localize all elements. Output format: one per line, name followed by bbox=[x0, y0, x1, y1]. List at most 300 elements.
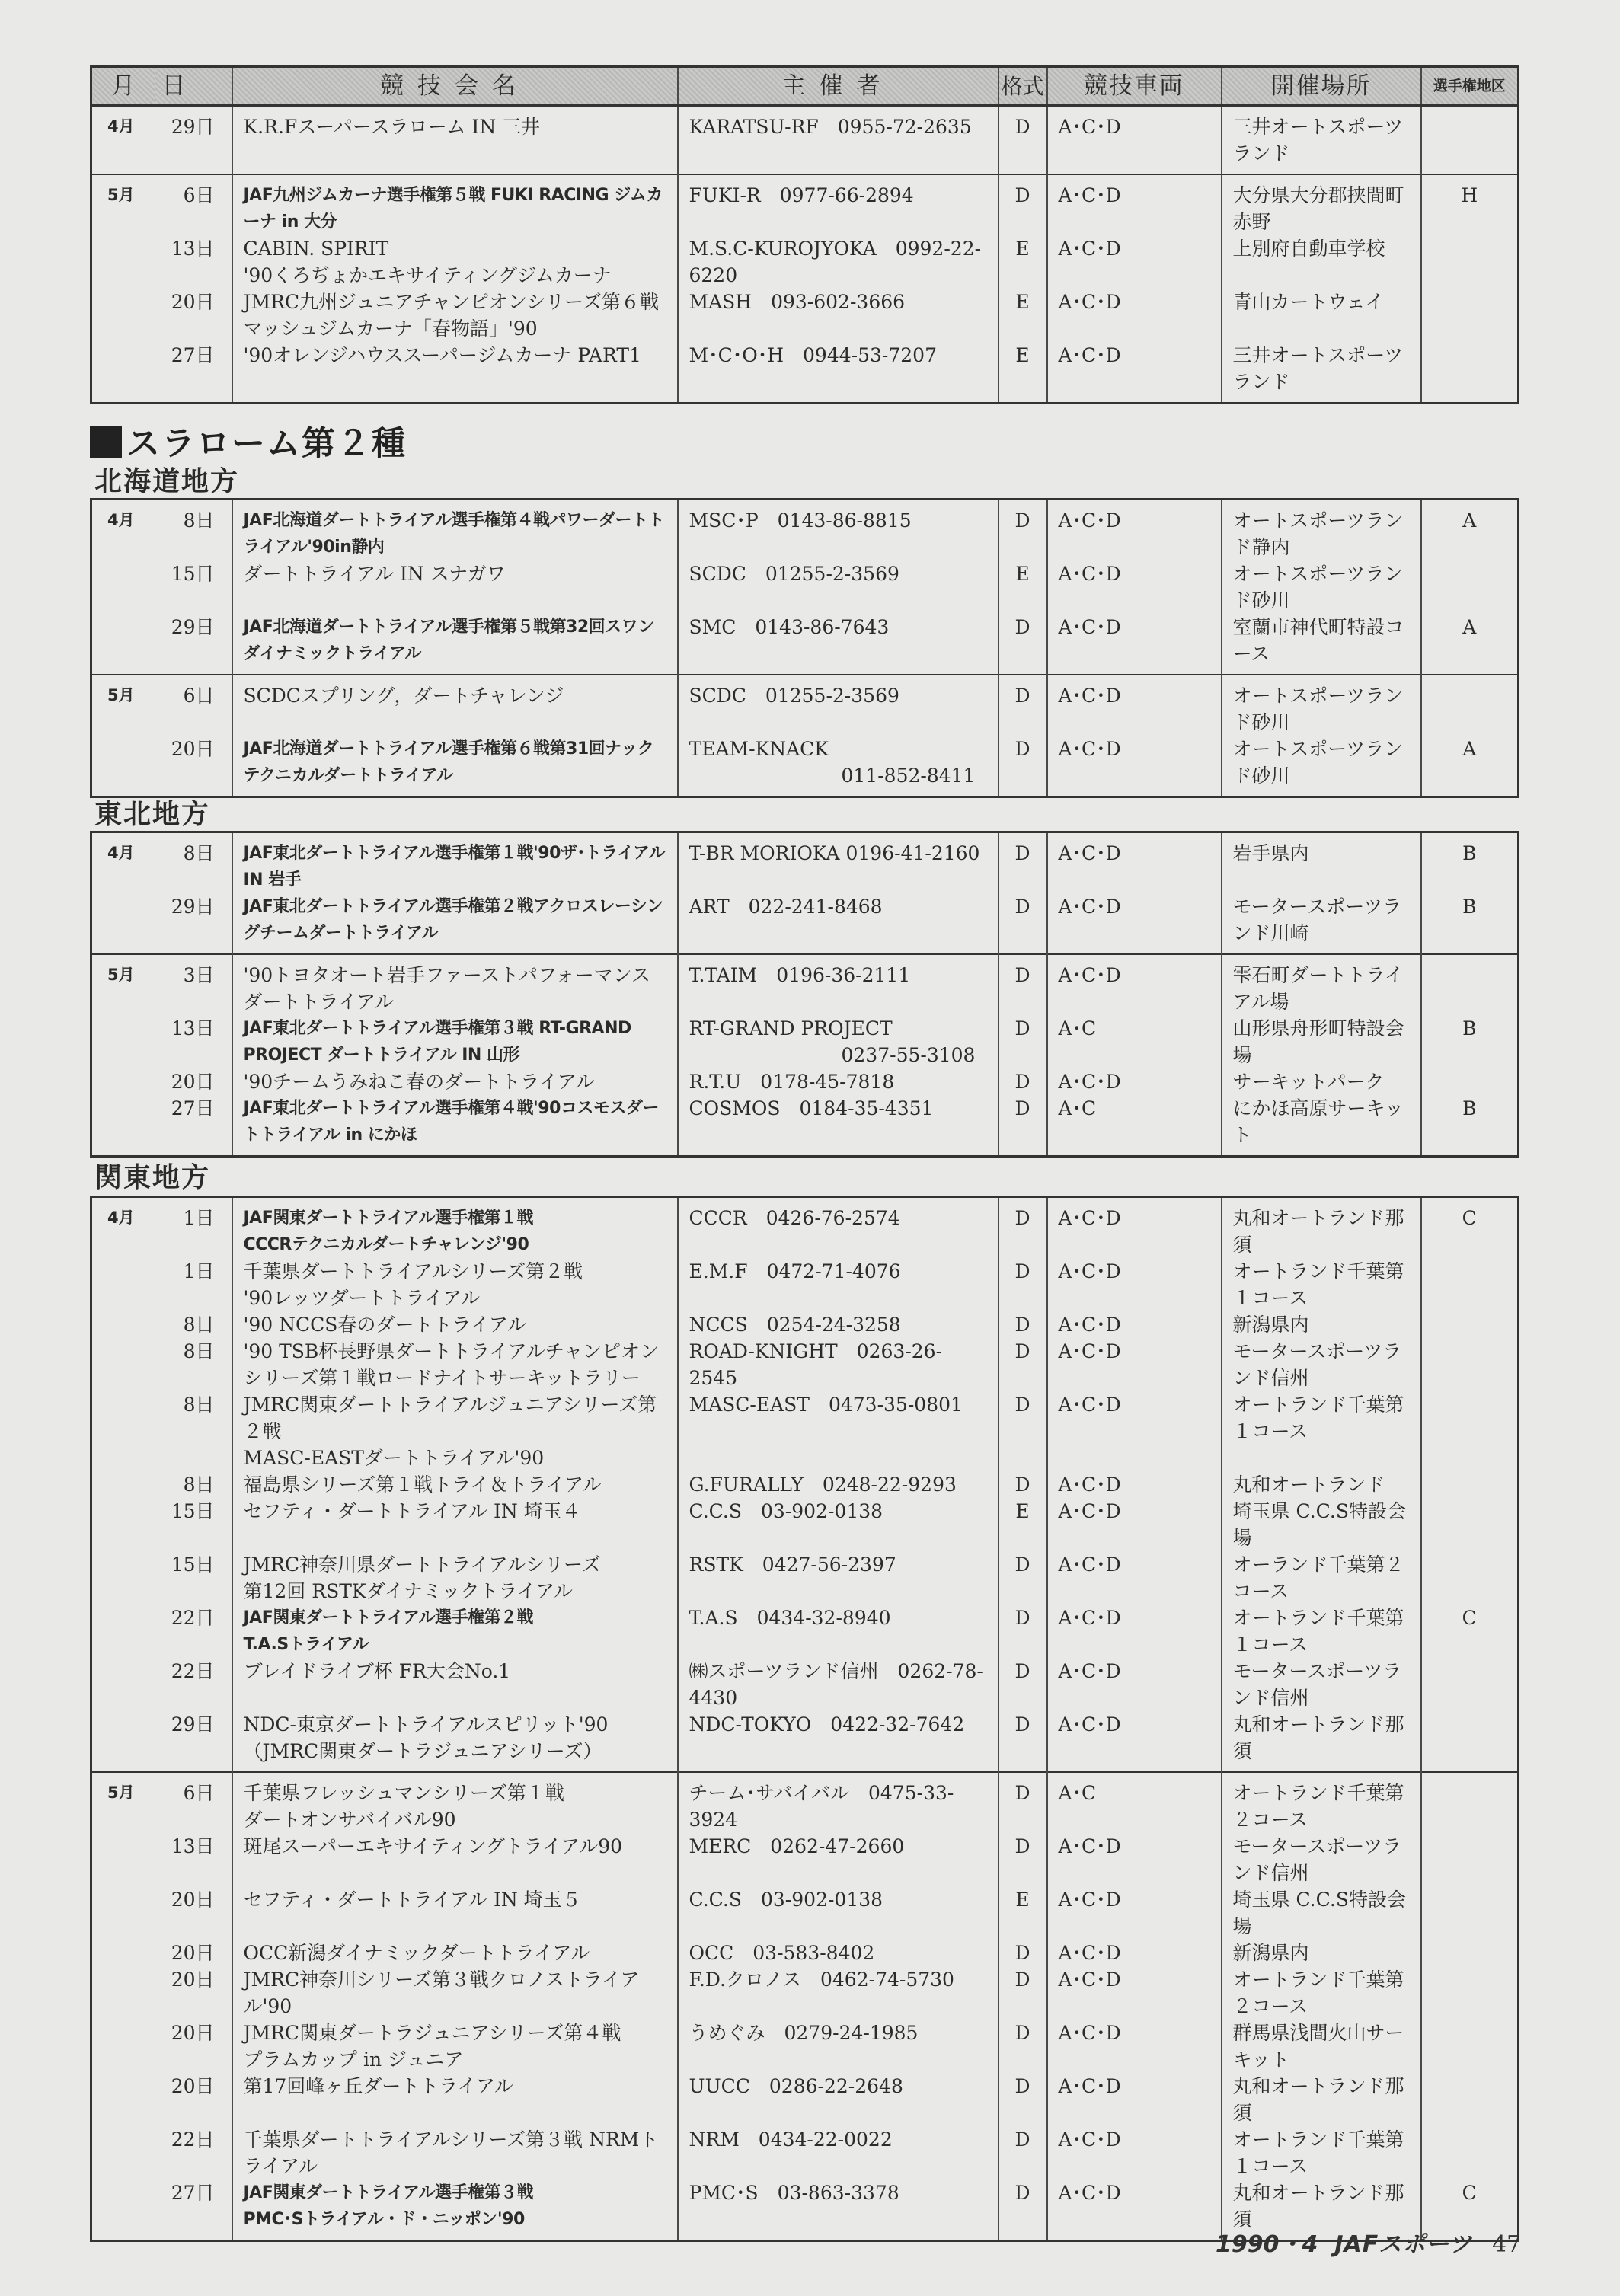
organizer-cell: SMC 0143-86-7643 bbox=[678, 614, 999, 675]
championship-cell bbox=[1421, 560, 1519, 614]
event-name-cell: K.R.Fスーパースラローム IN 三井 bbox=[232, 106, 678, 175]
organizer-cell: チーム･サバイバル 0475-33-3924 bbox=[678, 1772, 999, 1833]
vehicle-cell: A･C･D bbox=[1047, 1068, 1222, 1095]
organizer-cell: MSC･P 0143-86-8815 bbox=[678, 500, 999, 561]
organizer-cell: ROAD-KNIGHT 0263-26-2545 bbox=[678, 1338, 999, 1391]
vehicle-cell: A･C･D bbox=[1047, 2073, 1222, 2126]
schedule-table bbox=[90, 831, 1519, 1158]
championship-cell bbox=[1421, 106, 1519, 175]
vehicle-cell: A･C･D bbox=[1047, 675, 1222, 736]
event-name-cell: JAF関東ダートトライアル選手権第１戦 CCCRテクニカルダートチャレンジ'90 bbox=[232, 1197, 678, 1259]
table-row bbox=[91, 2020, 1519, 2073]
table-row bbox=[91, 289, 1519, 342]
venue-cell: オートランド千葉第２コース bbox=[1222, 1772, 1421, 1833]
championship-cell bbox=[1421, 1068, 1519, 1095]
venue-cell: 岩手県内 bbox=[1222, 832, 1421, 894]
day-cell: 13日 bbox=[171, 238, 215, 260]
day-cell: 15日 bbox=[171, 1554, 215, 1576]
event-name-cell: SCDCスプリング，ダートチャレンジ bbox=[232, 675, 678, 736]
day-cell: 29日 bbox=[171, 616, 215, 638]
event-name-cell: 第17回峰ヶ丘ダートトライアル bbox=[232, 2073, 678, 2126]
event-name-cell: JMRC九州ジュニアチャンピオンシリーズ第６戦マッシュジムカーナ「春物語」'90 bbox=[232, 289, 678, 342]
format-cell: D bbox=[999, 1833, 1047, 1886]
event-name-cell: JAF東北ダートトライアル選手権第３戦 RT-GRAND PROJECT ダートトライアル IN 山形 bbox=[232, 1015, 678, 1068]
table-row bbox=[91, 1311, 1519, 1338]
championship-cell bbox=[1421, 2073, 1519, 2126]
day-cell: 3日 bbox=[155, 954, 232, 1015]
schedule-block-kyushu bbox=[90, 65, 1517, 404]
day-cell: 20日 bbox=[171, 2075, 215, 2097]
event-name-cell: JAF東北ダートトライアル選手権第１戦'90ザ･トライアル IN 岩手 bbox=[232, 832, 678, 894]
venue-cell: オートランド千葉第１コース bbox=[1222, 1605, 1421, 1658]
venue-cell: 丸和オートランド那須 bbox=[1222, 1711, 1421, 1772]
venue-cell: 新潟県内 bbox=[1222, 1940, 1421, 1966]
month-cell bbox=[91, 1338, 155, 1391]
format-cell: D bbox=[999, 1197, 1047, 1259]
championship-cell: B bbox=[1421, 1015, 1519, 1068]
event-name-cell: '90 NCCS春のダートトライアル bbox=[232, 1311, 678, 1338]
organizer-cell: TEAM-KNACK 011-852-8411 bbox=[678, 736, 999, 797]
format-cell: D bbox=[999, 1258, 1047, 1311]
table-row bbox=[91, 2073, 1519, 2126]
month-cell: 4月 bbox=[107, 844, 135, 862]
table-row bbox=[91, 342, 1519, 404]
header-championship: 選手権地区 bbox=[1421, 67, 1519, 106]
organizer-cell: KARATSU-RF 0955-72-2635 bbox=[678, 106, 999, 175]
organizer-cell: COSMOS 0184-35-4351 bbox=[678, 1095, 999, 1157]
day-cell: 20日 bbox=[171, 1889, 215, 1911]
day-cell: 22日 bbox=[171, 1660, 215, 1682]
championship-cell: A bbox=[1421, 614, 1519, 675]
table-row bbox=[91, 1772, 1519, 1833]
event-name-cell: JAF関東ダートトライアル選手権第３戦 PMC･Sトライアル・ド・ニッポン'90 bbox=[232, 2179, 678, 2241]
day-cell: 20日 bbox=[171, 1969, 215, 1991]
organizer-cell: CCCR 0426-76-2574 bbox=[678, 1197, 999, 1259]
venue-cell: 埼玉県 C.C.S特設会場 bbox=[1222, 1498, 1421, 1551]
vehicle-cell: A･C･D bbox=[1047, 1966, 1222, 2020]
vehicle-cell: A･C･D bbox=[1047, 893, 1222, 954]
championship-cell bbox=[1421, 954, 1519, 1015]
section-title: スラローム第２種 bbox=[90, 416, 407, 465]
month-cell bbox=[91, 2179, 155, 2241]
event-name-cell: 斑尾スーパーエキサイティングトライアル90 bbox=[232, 1833, 678, 1886]
venue-cell: 山形県舟形町特設会場 bbox=[1222, 1015, 1421, 1068]
vehicle-cell: A･C･D bbox=[1047, 614, 1222, 675]
organizer-cell: T-BR MORIOKA 0196-41-2160 bbox=[678, 832, 999, 894]
vehicle-cell: A･C･D bbox=[1047, 342, 1222, 404]
table-row bbox=[91, 736, 1519, 797]
table-row bbox=[91, 1471, 1519, 1498]
table-row bbox=[91, 1940, 1519, 1966]
format-cell: D bbox=[999, 1311, 1047, 1338]
table-row bbox=[91, 235, 1519, 289]
month-cell: 4月 bbox=[107, 117, 135, 136]
organizer-cell: G.FURALLY 0248-22-9293 bbox=[678, 1471, 999, 1498]
championship-cell bbox=[1421, 235, 1519, 289]
organizer-cell: FUKI-R 0977-66-2894 bbox=[678, 174, 999, 235]
organizer-cell: UUCC 0286-22-2648 bbox=[678, 2073, 999, 2126]
championship-cell bbox=[1421, 1966, 1519, 2020]
organizer-cell: RSTK 0427-56-2397 bbox=[678, 1551, 999, 1605]
organizer-cell: T.A.S 0434-32-8940 bbox=[678, 1605, 999, 1658]
vehicle-cell: A･C･D bbox=[1047, 1940, 1222, 1966]
table-row bbox=[91, 1966, 1519, 2020]
event-name-cell: OCC新潟ダイナミックダートトライアル bbox=[232, 1940, 678, 1966]
month-cell bbox=[91, 235, 155, 289]
vehicle-cell: A･C･D bbox=[1047, 1658, 1222, 1711]
organizer-cell: T.TAIM 0196-36-2111 bbox=[678, 954, 999, 1015]
schedule-table bbox=[90, 65, 1519, 404]
organizer-cell: R.T.U 0178-45-7818 bbox=[678, 1068, 999, 1095]
format-cell: D bbox=[999, 1338, 1047, 1391]
event-name-cell: JMRC関東ダートラジュニアシリーズ第４戦 プラムカップ in ジュニア bbox=[232, 2020, 678, 2073]
vehicle-cell: A･C･D bbox=[1047, 1551, 1222, 1605]
day-cell: 22日 bbox=[171, 1607, 215, 1629]
format-cell: D bbox=[999, 1940, 1047, 1966]
event-name-cell: ブレイドライブ杯 FR大会No.1 bbox=[232, 1658, 678, 1711]
event-name-cell: ダートトライアル IN スナガワ bbox=[232, 560, 678, 614]
month-cell bbox=[91, 1940, 155, 1966]
vehicle-cell: A･C･D bbox=[1047, 1311, 1222, 1338]
vehicle-cell: A･C･D bbox=[1047, 1498, 1222, 1551]
championship-cell: B bbox=[1421, 1095, 1519, 1157]
month-cell bbox=[91, 560, 155, 614]
month-cell bbox=[91, 2126, 155, 2179]
table-row bbox=[91, 1605, 1519, 1658]
championship-cell bbox=[1421, 1940, 1519, 1966]
championship-cell bbox=[1421, 1658, 1519, 1711]
day-cell: 6日 bbox=[155, 1772, 232, 1833]
month-cell: 5月 bbox=[91, 954, 155, 1015]
venue-cell: にかほ高原サーキット bbox=[1222, 1095, 1421, 1157]
championship-cell bbox=[1421, 1258, 1519, 1311]
day-cell: 8日 bbox=[183, 1314, 215, 1336]
day-cell: 20日 bbox=[171, 2022, 215, 2044]
event-name-cell: JAF北海道ダートトライアル選手権第５戦第32回スワンダイナミックトライアル bbox=[232, 614, 678, 675]
event-name-cell: '90トヨタオート岩手ファーストパフォーマンスダートトライアル bbox=[232, 954, 678, 1015]
vehicle-cell: A･C･D bbox=[1047, 1886, 1222, 1940]
schedule-table bbox=[90, 1196, 1519, 2242]
format-cell: E bbox=[999, 289, 1047, 342]
table-row bbox=[91, 1095, 1519, 1157]
day-cell: 20日 bbox=[171, 1942, 215, 1964]
event-name-cell: JAF北海道ダートトライアル選手権第６戦第31回ナックテクニカルダートトライアル bbox=[232, 736, 678, 797]
venue-cell: オートランド千葉第２コース bbox=[1222, 1966, 1421, 2020]
schedule-table bbox=[90, 498, 1519, 798]
schedule-block-tohoku bbox=[90, 831, 1517, 1158]
format-cell: D bbox=[999, 500, 1047, 561]
championship-cell: B bbox=[1421, 893, 1519, 954]
championship-cell bbox=[1421, 1391, 1519, 1471]
schedule-block-kanto bbox=[90, 1196, 1517, 2242]
table-row bbox=[91, 2126, 1519, 2179]
format-cell: D bbox=[999, 106, 1047, 175]
table-row bbox=[91, 1711, 1519, 1772]
championship-cell bbox=[1421, 1833, 1519, 1886]
format-cell: D bbox=[999, 1551, 1047, 1605]
venue-cell: オートスポーツランド砂川 bbox=[1222, 560, 1421, 614]
format-cell: D bbox=[999, 1605, 1047, 1658]
header-month: 月 bbox=[91, 67, 155, 106]
organizer-cell: MASC-EAST 0473-35-0801 bbox=[678, 1391, 999, 1471]
organizer-cell: PMC･S 03-863-3378 bbox=[678, 2179, 999, 2241]
table-row bbox=[91, 1886, 1519, 1940]
day-cell: 27日 bbox=[171, 1097, 215, 1119]
month-cell bbox=[91, 1658, 155, 1711]
venue-cell: 三井オートスポーツランド bbox=[1222, 342, 1421, 404]
venue-cell: オートランド千葉第１コース bbox=[1222, 2126, 1421, 2179]
organizer-cell: C.C.S 03-902-0138 bbox=[678, 1886, 999, 1940]
page-number: 47 bbox=[1492, 2231, 1522, 2258]
venue-cell: オートスポーツランド砂川 bbox=[1222, 736, 1421, 797]
venue-cell: サーキットパーク bbox=[1222, 1068, 1421, 1095]
organizer-cell: C.C.S 03-902-0138 bbox=[678, 1498, 999, 1551]
organizer-cell: SCDC 01255-2-3569 bbox=[678, 560, 999, 614]
venue-cell: 丸和オートランド那須 bbox=[1222, 2179, 1421, 2241]
venue-cell: モータースポーツランド信州 bbox=[1222, 1658, 1421, 1711]
magazine-logo: JAFスポーツ bbox=[1334, 2231, 1473, 2258]
vehicle-cell: A･C･D bbox=[1047, 736, 1222, 797]
day-cell: 29日 bbox=[171, 1713, 215, 1736]
event-name-cell: 千葉県フレッシュマンシリーズ第１戦 ダートオンサバイバル90 bbox=[232, 1772, 678, 1833]
month-cell bbox=[91, 1095, 155, 1157]
organizer-cell: M･C･O･H 0944-53-7207 bbox=[678, 342, 999, 404]
header-event-name: 競技会名 bbox=[232, 67, 678, 106]
championship-cell: A bbox=[1421, 736, 1519, 797]
format-cell: D bbox=[999, 2126, 1047, 2179]
vehicle-cell: A･C･D bbox=[1047, 1197, 1222, 1259]
championship-cell bbox=[1421, 1772, 1519, 1833]
format-cell: D bbox=[999, 614, 1047, 675]
organizer-cell: E.M.F 0472-71-4076 bbox=[678, 1258, 999, 1311]
format-cell: D bbox=[999, 2179, 1047, 2241]
vehicle-cell: A･C･D bbox=[1047, 560, 1222, 614]
table-row bbox=[91, 1658, 1519, 1711]
issue-date: 1990・4 bbox=[1216, 2231, 1318, 2258]
month-cell bbox=[91, 1886, 155, 1940]
format-cell: D bbox=[999, 1711, 1047, 1772]
event-name-cell: JMRC神奈川県ダートトライアルシリーズ 第12回 RSTKダイナミックトライアル bbox=[232, 1551, 678, 1605]
vehicle-cell: A･C･D bbox=[1047, 1391, 1222, 1471]
venue-cell: 上別府自動車学校 bbox=[1222, 235, 1421, 289]
organizer-cell: F.D.クロノス 0462-74-5730 bbox=[678, 1966, 999, 2020]
championship-cell bbox=[1421, 1471, 1519, 1498]
venue-cell: 室蘭市神代町特設コース bbox=[1222, 614, 1421, 675]
month-cell bbox=[91, 1966, 155, 2020]
vehicle-cell: A･C･D bbox=[1047, 500, 1222, 561]
event-name-cell: JAF関東ダートトライアル選手権第２戦 T.A.Sトライアル bbox=[232, 1605, 678, 1658]
venue-cell: 新潟県内 bbox=[1222, 1311, 1421, 1338]
table-row bbox=[91, 1015, 1519, 1068]
month-cell: 5月 bbox=[91, 174, 155, 235]
day-cell: 29日 bbox=[171, 896, 215, 918]
championship-cell bbox=[1421, 2126, 1519, 2179]
format-cell: D bbox=[999, 1095, 1047, 1157]
vehicle-cell: A･C･D bbox=[1047, 2126, 1222, 2179]
vehicle-cell: A･C･D bbox=[1047, 1711, 1222, 1772]
month-cell bbox=[91, 342, 155, 404]
venue-cell: 青山カートウェイ bbox=[1222, 289, 1421, 342]
format-cell: D bbox=[999, 2020, 1047, 2073]
format-cell: D bbox=[999, 2073, 1047, 2126]
format-cell: D bbox=[999, 1658, 1047, 1711]
table-row bbox=[91, 832, 1519, 894]
month-cell: 4月 bbox=[107, 1209, 135, 1227]
event-name-cell: '90オレンジハウススーパージムカーナ PART1 bbox=[232, 342, 678, 404]
table-row bbox=[91, 106, 1519, 175]
day-cell: 15日 bbox=[171, 563, 215, 585]
month-cell bbox=[91, 289, 155, 342]
event-name-cell: CABIN. SPIRIT '90くろぢょかエキサイティングジムカーナ bbox=[232, 235, 678, 289]
championship-cell: A bbox=[1421, 500, 1519, 561]
month-cell bbox=[91, 1551, 155, 1605]
vehicle-cell: A･C･D bbox=[1047, 174, 1222, 235]
venue-cell: オートランド千葉第１コース bbox=[1222, 1391, 1421, 1471]
championship-cell: C bbox=[1421, 1605, 1519, 1658]
vehicle-cell: A･C･D bbox=[1047, 106, 1222, 175]
table-row bbox=[91, 1391, 1519, 1471]
format-cell: D bbox=[999, 1391, 1047, 1471]
region-title-hokkaido: 北海道地方 bbox=[94, 466, 240, 497]
month-cell bbox=[91, 1015, 155, 1068]
header-vehicle: 競技車両 bbox=[1047, 67, 1222, 106]
vehicle-cell: A･C･D bbox=[1047, 1605, 1222, 1658]
month-cell bbox=[91, 1605, 155, 1658]
table-row bbox=[91, 1833, 1519, 1886]
event-name-cell: JMRC神奈川シリーズ第３戦クロノストライアル'90 bbox=[232, 1966, 678, 2020]
day-cell: 29日 bbox=[171, 116, 215, 138]
day-cell: 20日 bbox=[171, 738, 215, 760]
table-row bbox=[91, 500, 1519, 561]
championship-cell bbox=[1421, 1498, 1519, 1551]
championship-cell bbox=[1421, 675, 1519, 736]
table-row bbox=[91, 1258, 1519, 1311]
month-cell bbox=[91, 1833, 155, 1886]
table-row bbox=[91, 1498, 1519, 1551]
event-name-cell: 千葉県ダートトライアルシリーズ第３戦 NRMトライアル bbox=[232, 2126, 678, 2179]
format-cell: D bbox=[999, 954, 1047, 1015]
day-cell: 27日 bbox=[171, 344, 215, 366]
championship-cell bbox=[1421, 1551, 1519, 1605]
table-row bbox=[91, 1551, 1519, 1605]
venue-cell: 丸和オートランド bbox=[1222, 1471, 1421, 1498]
header-day: 日 bbox=[155, 67, 232, 106]
venue-cell: 雫石町ダートトライアル場 bbox=[1222, 954, 1421, 1015]
table-row bbox=[91, 893, 1519, 954]
venue-cell: オートランド千葉第１コース bbox=[1222, 1258, 1421, 1311]
organizer-cell: NRM 0434-22-0022 bbox=[678, 2126, 999, 2179]
venue-cell: 三井オートスポーツランド bbox=[1222, 106, 1421, 175]
championship-cell: H bbox=[1421, 174, 1519, 235]
table-row bbox=[91, 1338, 1519, 1391]
championship-cell: B bbox=[1421, 832, 1519, 894]
vehicle-cell: A･C bbox=[1047, 1772, 1222, 1833]
region-title-kanto: 関東地方 bbox=[94, 1162, 211, 1193]
event-name-cell: JAF九州ジムカーナ選手権第５戦 FUKI RACING ジムカーナ in 大分 bbox=[232, 174, 678, 235]
format-cell: D bbox=[999, 832, 1047, 894]
vehicle-cell: A･C･D bbox=[1047, 289, 1222, 342]
format-cell: D bbox=[999, 1772, 1047, 1833]
format-cell: E bbox=[999, 1498, 1047, 1551]
month-cell bbox=[91, 1068, 155, 1095]
table-row bbox=[91, 174, 1519, 235]
organizer-cell: M.S.C-KUROJYOKA 0992-22-6220 bbox=[678, 235, 999, 289]
day-cell: 15日 bbox=[171, 1500, 215, 1522]
format-cell: E bbox=[999, 235, 1047, 289]
event-name-cell: NDC-東京ダートトライアルスピリット'90 （JMRC関東ダートラジュニアシリーズ） bbox=[232, 1711, 678, 1772]
page-footer bbox=[1216, 2225, 1521, 2259]
month-cell: 5月 bbox=[91, 675, 155, 736]
day-cell: 8日 bbox=[183, 1340, 215, 1362]
organizer-cell: ART 022-241-8468 bbox=[678, 893, 999, 954]
venue-cell: 群馬県浅間火山サーキット bbox=[1222, 2020, 1421, 2073]
table-row bbox=[91, 675, 1519, 736]
month-cell: 4月 bbox=[107, 511, 135, 529]
month-cell bbox=[91, 1498, 155, 1551]
table-body bbox=[91, 106, 1519, 404]
format-cell: D bbox=[999, 736, 1047, 797]
format-cell: D bbox=[999, 1471, 1047, 1498]
table-body bbox=[91, 832, 1519, 1157]
day-cell: 8日 bbox=[183, 1394, 215, 1416]
month-cell bbox=[91, 1471, 155, 1498]
venue-cell: モータースポーツランド川崎 bbox=[1222, 893, 1421, 954]
format-cell: D bbox=[999, 1966, 1047, 2020]
organizer-cell: NCCS 0254-24-3258 bbox=[678, 1311, 999, 1338]
organizer-cell: うめぐみ 0279-24-1985 bbox=[678, 2020, 999, 2073]
venue-cell: 丸和オートランド那須 bbox=[1222, 2073, 1421, 2126]
championship-cell: C bbox=[1421, 2179, 1519, 2241]
championship-cell: C bbox=[1421, 1197, 1519, 1259]
championship-cell bbox=[1421, 2020, 1519, 2073]
table-header-row bbox=[91, 67, 1519, 106]
organizer-cell: RT-GRAND PROJECT 0237-55-3108 bbox=[678, 1015, 999, 1068]
month-cell: 5月 bbox=[91, 1772, 155, 1833]
venue-cell: モータースポーツランド信州 bbox=[1222, 1338, 1421, 1391]
organizer-cell: MERC 0262-47-2660 bbox=[678, 1833, 999, 1886]
vehicle-cell: A･C･D bbox=[1047, 235, 1222, 289]
venue-cell: オートスポーツランド静内 bbox=[1222, 500, 1421, 561]
vehicle-cell: A･C bbox=[1047, 1095, 1222, 1157]
day-cell: 13日 bbox=[171, 1017, 215, 1039]
organizer-cell: NDC-TOKYO 0422-32-7642 bbox=[678, 1711, 999, 1772]
table-row bbox=[91, 1068, 1519, 1095]
organizer-cell: MASH 093-602-3666 bbox=[678, 289, 999, 342]
venue-cell: オーランド千葉第２コース bbox=[1222, 1551, 1421, 1605]
event-name-cell: JMRC関東ダートトライアルジュニアシリーズ第２戦 MASC-EASTダートトライアル'90 bbox=[232, 1391, 678, 1471]
championship-cell bbox=[1421, 1711, 1519, 1772]
day-cell: 1日 bbox=[183, 1207, 215, 1229]
championship-cell bbox=[1421, 342, 1519, 404]
day-cell: 1日 bbox=[183, 1260, 215, 1282]
header-venue: 開催場所 bbox=[1222, 67, 1421, 106]
vehicle-cell: A･C･D bbox=[1047, 954, 1222, 1015]
championship-cell bbox=[1421, 1338, 1519, 1391]
venue-cell: 大分県大分郡挟間町赤野 bbox=[1222, 174, 1421, 235]
venue-cell: モータースポーツランド信州 bbox=[1222, 1833, 1421, 1886]
format-cell: E bbox=[999, 342, 1047, 404]
section-marker-square bbox=[90, 426, 122, 458]
championship-cell bbox=[1421, 1886, 1519, 1940]
month-cell bbox=[91, 1711, 155, 1772]
day-cell: 8日 bbox=[183, 1474, 215, 1496]
vehicle-cell: A･C･D bbox=[1047, 2179, 1222, 2241]
table-body bbox=[91, 1197, 1519, 2241]
schedule-block-hokkaido bbox=[90, 498, 1517, 798]
format-cell: E bbox=[999, 1886, 1047, 1940]
day-cell: 22日 bbox=[171, 2128, 215, 2151]
header-format: 格式 bbox=[999, 67, 1047, 106]
